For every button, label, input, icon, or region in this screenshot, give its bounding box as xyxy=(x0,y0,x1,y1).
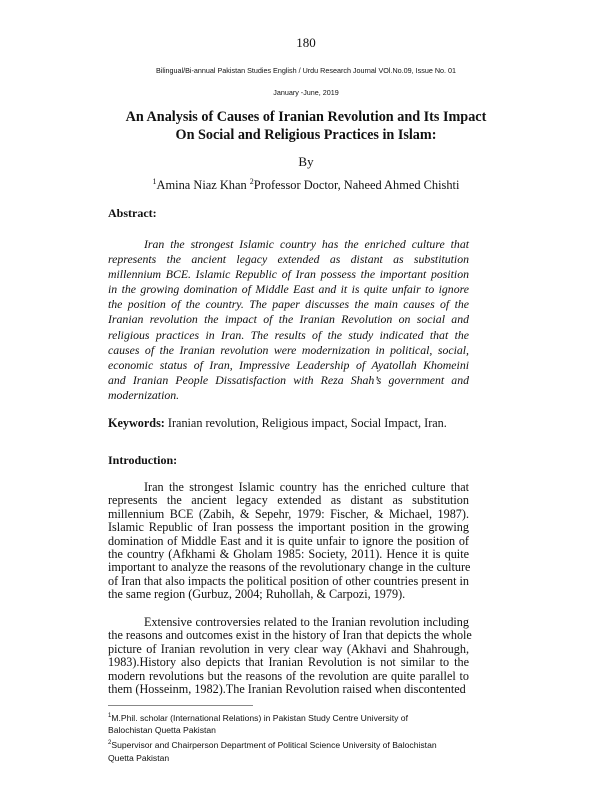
text-line: 1983).History also depicts that Iranian Revolution is not similar to the xyxy=(108,655,469,670)
text-line: and Iranian People Dissatisfaction with Reza Shah’s government and xyxy=(108,372,469,387)
journal-header: Bilingual/Bi-annual Pakistan Studies English / Urdu Research Journal VOl.No.09, Issue No. 01 xyxy=(155,66,457,75)
text-line: important to analyze the reasons of the revolutionary change in the culture xyxy=(108,560,471,575)
text-line: economic status of Iran, Impressive Leadership of Ayatollah Khomeini xyxy=(108,357,469,372)
author-2: Professor Doctor, Naheed Ahmed Chishti xyxy=(253,178,460,193)
footnote-divider xyxy=(108,705,253,706)
text-line: Islamic Republic of Iran possess the important position in the growing xyxy=(108,520,469,535)
text-line: causes of the Iranian revolution were modernization in political, social, xyxy=(108,342,469,357)
text-line: the same region (Gurbuz, 2004; Ruhollah, & Carpozi, 1979). xyxy=(108,587,406,602)
text-line: Extensive controversies related to the Iranian revolution including xyxy=(144,615,469,629)
footnote-text: Quetta Pakistan xyxy=(108,752,170,763)
footnotes xyxy=(108,710,488,764)
text-line: Iran the strongest Islamic country has the enriched culture that xyxy=(144,480,469,494)
title-line: An Analysis of Causes of Iranian Revolution and Its Impact xyxy=(125,109,487,125)
keywords-list: Iranian revolution, Religious impact, Social Impact, Iran. xyxy=(164,416,447,430)
text-line: modern revolutions but the reasons of the revolution are quite parallel to xyxy=(108,668,469,683)
text-line: Iran the strongest Islamic country has the enriched culture that xyxy=(144,237,469,251)
footnote-1 xyxy=(108,710,488,737)
footnote-text: M.Phil. scholar (International Relations) in Pakistan Study Centre University of xyxy=(111,712,408,723)
footnote-text: Balochistan Quetta Pakistan xyxy=(108,725,216,736)
keywords xyxy=(108,416,447,431)
author-1: Amina Niaz Khan xyxy=(156,178,250,193)
text-line: the position of the country. The paper discusses the main causes of the xyxy=(108,297,469,312)
text-line: domination of Middle East and it is quite unfair to ignore the position of xyxy=(108,533,469,548)
author-1-mark: 1 xyxy=(152,177,157,186)
authors xyxy=(0,177,612,193)
footnote-text: Supervisor and Chairperson Department of Political Science University of Balochistan xyxy=(111,739,437,750)
introduction-paragraph-2 xyxy=(108,615,472,696)
page-number: 180 xyxy=(296,35,316,50)
text-line: millennium BCE (Zabih, & Sepehr, 1979: Fischer, & Michael, 1987). xyxy=(108,506,469,521)
text-line: modernization. xyxy=(108,387,180,402)
footnote-mark: 2 xyxy=(108,740,112,747)
text-line: of Iran that also impacts the political position of other countries present in xyxy=(108,573,469,588)
abstract-heading: Abstract: xyxy=(108,206,157,220)
text-line: the reasons and outcomes exist in the history of Iran that depicts the whole xyxy=(108,628,472,643)
text-line: picture of Iranian revolution in very clear way (Akhavi and Shahrough, xyxy=(108,641,469,656)
by-label: By xyxy=(298,154,314,169)
introduction-heading: Introduction: xyxy=(108,453,178,467)
text-line: the country (Afkhami & Gholam 1985: Society, 2011). Hence it is quite xyxy=(108,546,469,561)
abstract-body xyxy=(108,237,469,403)
keywords-label: Keywords: xyxy=(108,416,165,430)
text-line: in the growing domination of Middle East and it is quite unfair to ignore xyxy=(108,282,469,297)
title-line: On Social and Religious Practices in Islam: xyxy=(175,127,437,143)
footnote-mark: 1 xyxy=(108,713,112,719)
text-line: them (Hosseinm, 1982).The Iranian Revolution raised when discontented xyxy=(108,681,466,696)
text-line: represents the ancient legacy extended as distant as substitution xyxy=(108,252,469,267)
issue-date: January -June, 2019 xyxy=(273,88,339,97)
text-line: millennium BCE. Islamic Republic of Iran possess the important position xyxy=(108,267,469,282)
introduction-paragraph-1 xyxy=(108,480,469,601)
article-title xyxy=(0,108,612,144)
text-line: religious practices in Iran. The results of the study indicated that the xyxy=(108,327,469,342)
text-line: represents the ancient legacy extended as distant as substitution xyxy=(108,493,469,508)
author-2-mark: 2 xyxy=(249,177,254,186)
text-line: Iranian revolution the impact of the Iranian Revolution on social and xyxy=(108,312,469,327)
footnote-2 xyxy=(108,737,488,764)
